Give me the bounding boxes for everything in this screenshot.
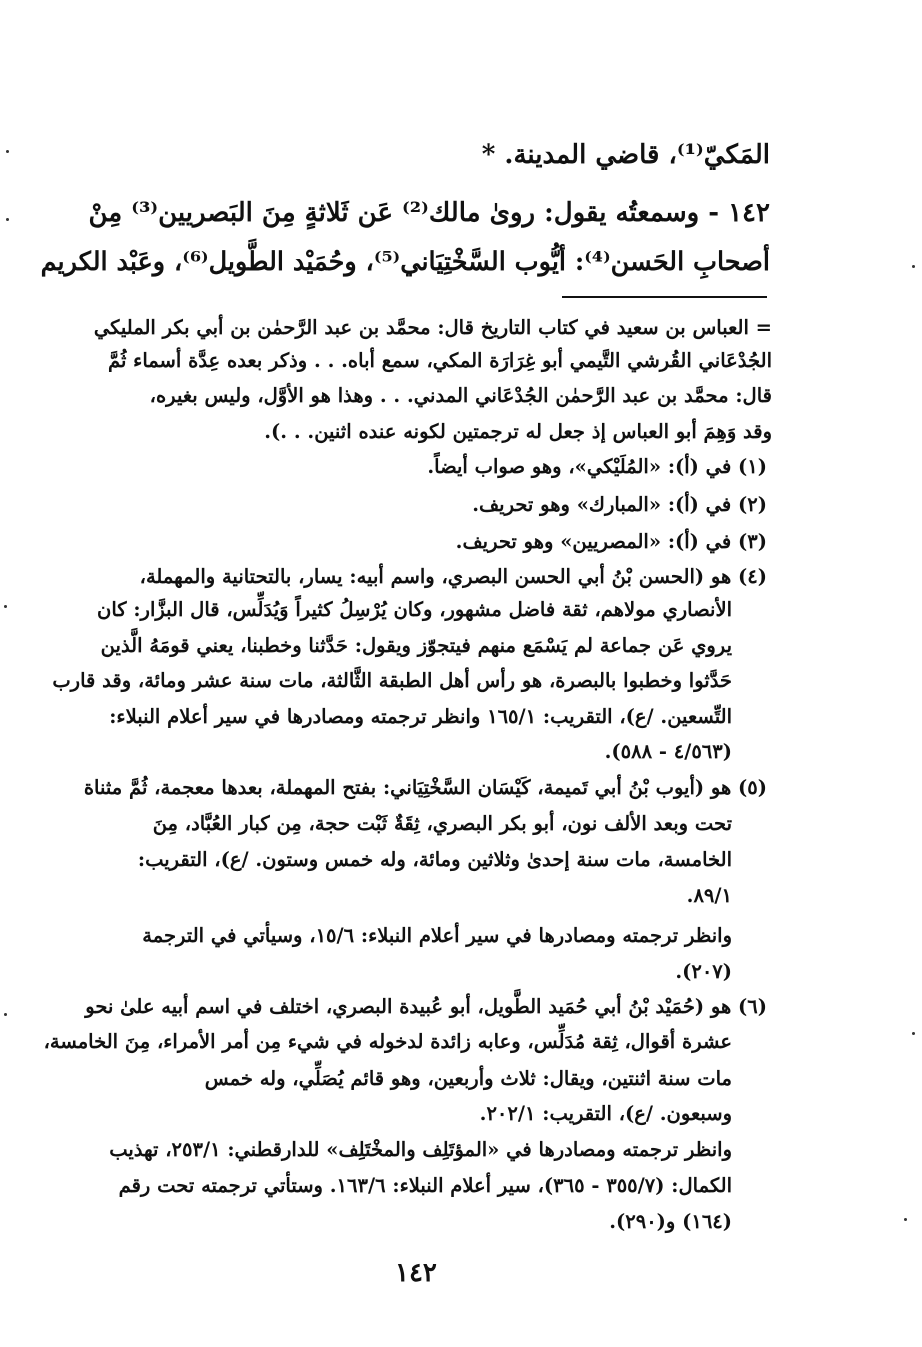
- scan-speck: [6, 218, 9, 221]
- footnote-item: (٢) في (أ): «المبارك» وهو تحريف.: [472, 493, 767, 516]
- footnote-line: عشرة أقوال، ثِقة مُدَلِّس، وعابه زائدة لدخوله في شيء مِن أمر الأمراء، مِنَ الخامسة،: [43, 1030, 732, 1053]
- footnote-line: ٨٩/١.: [686, 884, 732, 907]
- footnote-line: مات سنة اثنتين، ويقال: ثلاث وأربعين، وهو قائم يُصَلِّي، وله خمس: [204, 1067, 732, 1090]
- footnote-line: وانظر ترجمته ومصادرها في سير أعلام النبلاء: ١٥/٦، وسيأتي في الترجمة: [142, 924, 732, 947]
- footnote-line: الكمال: (٣٥٥/٧ - ٣٦٥)، سير أعلام النبلاء: ١٦٣/٦. وستأتي ترجمته تحت رقم: [118, 1174, 732, 1197]
- main-text-line: ١٤٢ - وسمعتُه يقول: روىٰ مالك⁽²⁾ عَن ثَلاثةٍ مِنَ البَصريين⁽³⁾ مِنْ: [88, 198, 770, 228]
- main-text-line: المَكيّ⁽¹⁾، قاضي المدينة. *: [481, 140, 770, 170]
- footnote-line: الخامسة، مات سنة إحدىٰ وثلاثين ومائة، وله خمس وستون. /ع)، التقريب:: [137, 848, 732, 871]
- page-number: ١٤٢: [395, 1258, 437, 1288]
- footnote-line: قال: محمَّد بن عبد الرَّحمٰن الجُدْعَاني المدني. . . وهذا هو الأوَّل، وليس بغيره،: [149, 384, 772, 407]
- footnote-separator: [562, 296, 767, 298]
- footnote-line: التِّسعين. /ع)، التقريب: ١٦٥/١ وانظر ترجمته ومصادرها في سير أعلام النبلاء:: [109, 705, 732, 728]
- footnote-line: (٤/٥٦٣ - ٥٨٨).: [604, 740, 732, 763]
- footnote-item: (٣) في (أ): «المصريين» وهو تحريف.: [455, 530, 767, 553]
- footnote-line: تحت وبعد الألف نون، أبو بكر البصري، ثِقَةٌ ثَبْت حجة، مِن كبار العُبَّاد، مِنَ: [152, 812, 732, 835]
- scan-speck: [6, 150, 9, 153]
- footnote-line: (٢٠٧).: [675, 960, 732, 983]
- scan-speck: [904, 1218, 907, 1221]
- footnote-line: حَدَّثوا وخطبوا بالبصرة، هو رأس أهل الطبقة الثَّالثة، مات سنة عشر ومائة، وقد قارب: [52, 669, 732, 692]
- scan-speck: [4, 605, 7, 608]
- footnote-item: (٥) هو (أيوب بْنُ أبي تَميمة، كَيْسَان السَّخْتِيَاني: بفتح المهملة، بعدها معجمة، ثُمَّ مثناة: [83, 776, 767, 799]
- footnote-line: = العباس بن سعيد في كتاب التاريخ قال: محمَّد بن عبد الرَّحمٰن بن أبي بكر المليكي: [93, 316, 772, 339]
- footnote-line: وانظر ترجمته ومصادرها في «المؤتَلِف والمخْتَلِف» للدارقطني: ٢٥٣/١، تهذيب: [109, 1138, 732, 1161]
- scan-speck: [4, 1013, 7, 1016]
- footnote-item: (٦) هو (حُمَيْد بْنُ أبي حُمَيد الطَّويل، أبو عُبيدة البصري، اختلف في اسم أبيه علىٰ نحو: [85, 995, 767, 1018]
- footnote-line: الأنصاري مولاهم، ثقة فاضل مشهور، وكان يُرْسِلُ كثيراً وَيُدَلِّس، قال البزَّار: كان: [97, 598, 732, 621]
- scan-speck: [912, 1032, 915, 1035]
- footnote-line: وقد وَهِمَ أبو العباس إذ جعل له ترجمتين لكونه عنده اثنين. . .).: [264, 420, 772, 443]
- footnote-line: (١٦٤) و(٢٩٠).: [609, 1210, 732, 1233]
- footnote-item: (٤) هو (الحسن بْنُ أبي الحسن البصري، واسم أبيه: يسار، بالتحتانية والمهملة،: [139, 565, 767, 588]
- main-text-line: أصحابِ الحَسن⁽⁴⁾: أيُّوب السَّخْتِيَاني⁽⁵⁾، وحُمَيْد الطَّويل⁽⁶⁾، وعَبْد الكريم: [40, 247, 770, 277]
- footnote-line: وسبعون. /ع)، التقريب: ٢٠٢/١.: [479, 1102, 732, 1125]
- scan-speck: [912, 265, 915, 268]
- footnote-item: (١) في (أ): «المُلَيْكي»، وهو صواب أيضاً.: [427, 455, 767, 478]
- footnote-line: الجُدْعَاني القُرشي التَّيمي أبو غِرَارَة المكي، سمع أباه. . . وذكر بعده عِدَّة أسماء ثُمَّ: [107, 349, 772, 372]
- footnote-line: يروي عَن جماعة لم يَسْمَع منهم فيتجوّز ويقول: حَدَّثنا وخطبنا، يعني قومَهُ الَّذين: [100, 634, 732, 657]
